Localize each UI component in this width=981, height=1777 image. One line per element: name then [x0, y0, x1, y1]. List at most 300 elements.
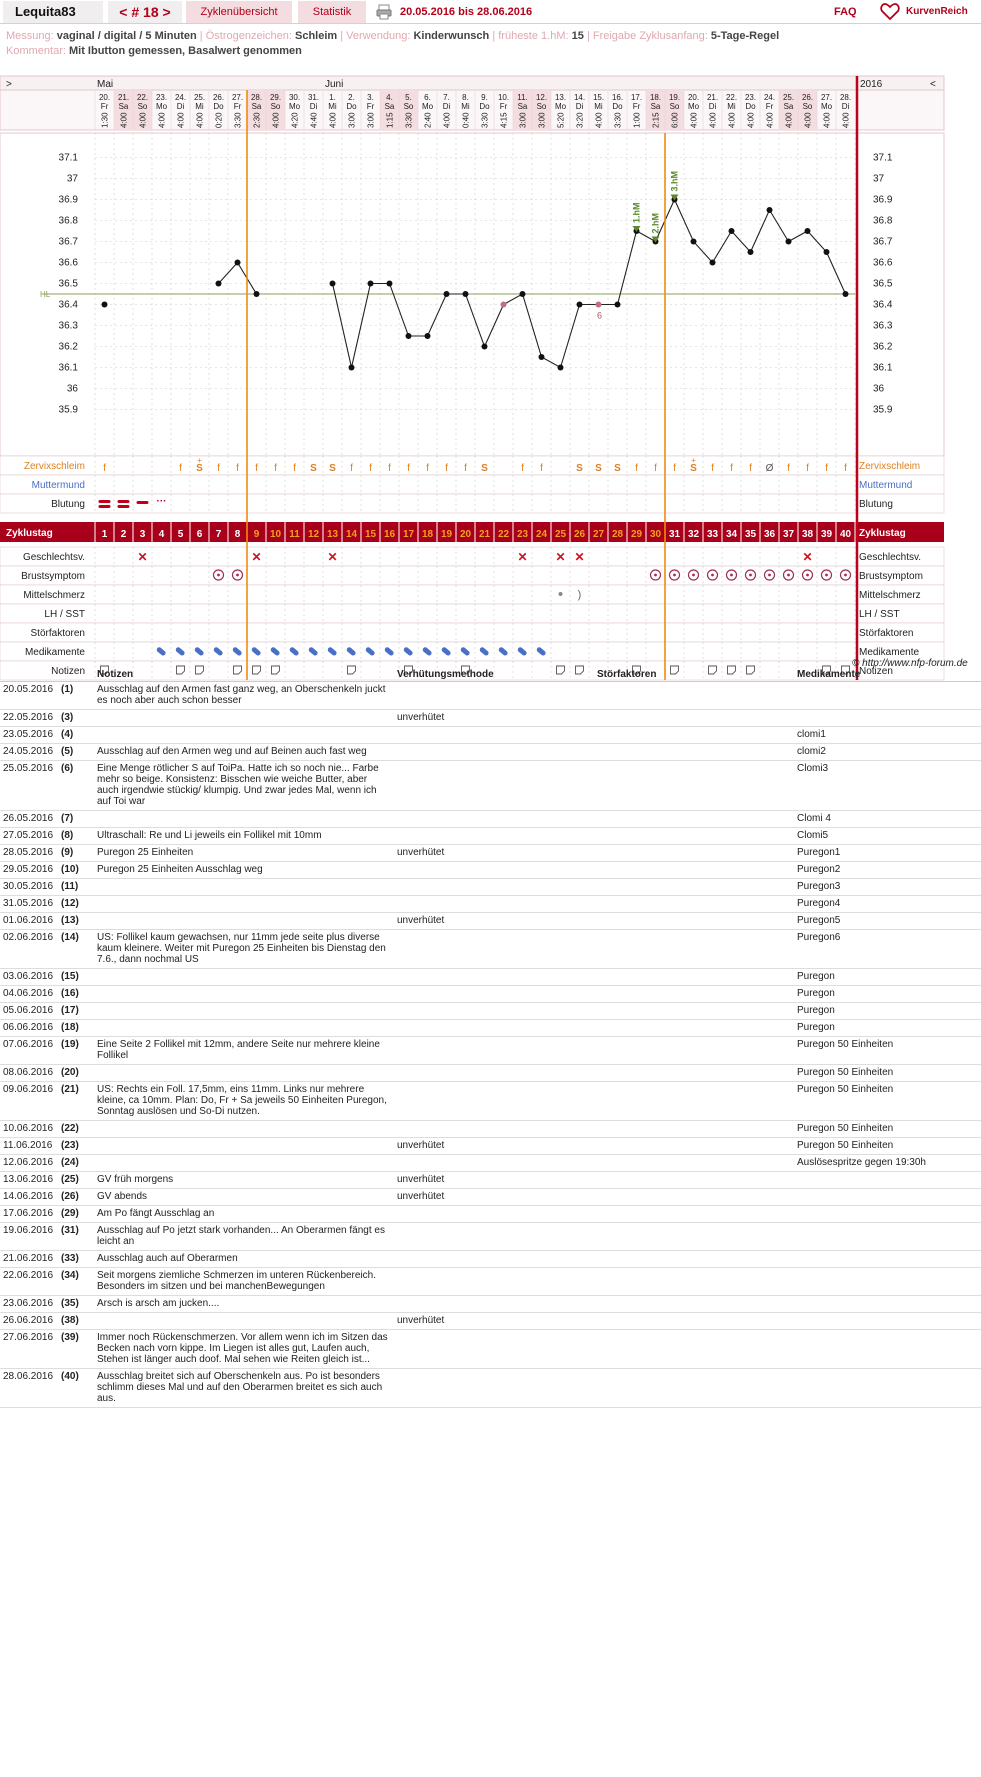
breast-symptom-dot	[806, 574, 809, 577]
cycle-day-number: 40	[839, 529, 852, 540]
day-number: 7.	[443, 93, 450, 102]
measure-time: 0:20	[214, 112, 224, 128]
cervix-value: f	[730, 463, 733, 474]
day-number: 25.	[193, 93, 206, 102]
meta-line-2	[6, 45, 302, 57]
row-note: US: Follikel kaum gewachsen, nur 11mm jede seite plus diverse kaum kleinere. Weiter mit Puregon 25 Einheiten bis Dienstag den 7.6., dann nochmal US	[94, 930, 394, 969]
ytick-right: 36.7	[873, 236, 893, 248]
weekday: Sa	[783, 102, 794, 111]
temp-point	[387, 281, 393, 287]
cervix-value: f	[825, 463, 828, 474]
row-note: Puregon 25 Einheiten	[94, 845, 394, 862]
mittelschmerz-icon: )	[577, 589, 582, 601]
breast-symptom-dot	[787, 574, 790, 577]
row-method: unverhütet	[394, 1313, 594, 1330]
cervix-value: f	[369, 463, 372, 474]
row-method	[394, 1251, 594, 1268]
ytick-left: 36.7	[58, 236, 78, 248]
messung-key: Messung:	[6, 30, 54, 42]
row-cycle-day: (25)	[58, 1172, 94, 1189]
bleeding-light: ···	[156, 496, 167, 507]
breast-symptom-dot	[768, 574, 771, 577]
row-cycle-day: (23)	[58, 1138, 94, 1155]
row-note	[94, 1121, 394, 1138]
row-date: 12.06.2016	[0, 1155, 58, 1172]
row-medication: Puregon	[794, 1003, 981, 1020]
cycle-day-number: 37	[782, 529, 795, 540]
temp-point	[729, 228, 735, 234]
measure-time: 0:40	[461, 112, 471, 128]
temp-point	[539, 354, 545, 360]
row-cycle-day: (12)	[58, 896, 94, 913]
row-medication	[794, 1189, 981, 1206]
row-bg	[0, 456, 944, 475]
weekday: Di	[841, 102, 850, 111]
cervix-value: f	[236, 463, 239, 474]
row-method: unverhütet	[394, 1172, 594, 1189]
messung-value: vaginal / digital / 5 Minuten	[56, 30, 197, 42]
cervix-value: f	[540, 463, 543, 474]
oestrogen-key: Östrogenzeichen:	[205, 30, 292, 42]
header-medication: Medikamente	[794, 668, 981, 682]
ytick-left: 35.9	[58, 404, 78, 416]
month-label: Mai	[97, 79, 114, 90]
printer-icon[interactable]	[376, 1, 394, 23]
measure-time: 4:00	[442, 112, 452, 128]
temp-point	[805, 228, 811, 234]
row-medication	[794, 1251, 981, 1268]
nav-left-button[interactable]: >	[6, 79, 12, 90]
day-number: 17.	[630, 93, 643, 102]
row-cycle-day: (34)	[58, 1268, 94, 1296]
faq-link[interactable]: FAQ	[834, 6, 857, 18]
row-stoer	[594, 1065, 794, 1082]
bleeding-heavy	[118, 505, 130, 508]
table-row	[0, 1268, 981, 1296]
ytick-right: 36.8	[873, 215, 893, 227]
day-number: 6.	[424, 93, 431, 102]
cervix-value: f	[844, 463, 847, 474]
row-method	[394, 744, 594, 761]
temp-point	[444, 291, 450, 297]
table-row	[0, 1082, 981, 1121]
hm-label: 3.hM	[669, 170, 680, 192]
cycle-day-number: 38	[801, 529, 814, 540]
breast-symptom-dot	[217, 574, 220, 577]
row-cycle-day: (19)	[58, 1037, 94, 1065]
row-method	[394, 1223, 594, 1251]
row-stoer	[594, 1138, 794, 1155]
weekday: Mo	[554, 102, 567, 111]
blutung-label-right: Blutung	[859, 499, 893, 510]
measure-time: 2:15	[651, 112, 661, 128]
row-medication: Puregon2	[794, 862, 981, 879]
table-row	[0, 862, 981, 879]
prev-cycle-button[interactable]: <	[119, 4, 128, 20]
table-row	[0, 1037, 981, 1065]
ytick-left: 36.8	[58, 215, 78, 227]
ytick-right: 35.9	[873, 404, 893, 416]
measure-time: 3:30	[233, 112, 243, 128]
row-date: 31.05.2016	[0, 896, 58, 913]
cycle-day-number: 35	[744, 529, 757, 540]
row-date: 22.05.2016	[0, 710, 58, 727]
weekday: Fr	[100, 102, 109, 111]
ytick-left: 36.4	[58, 299, 78, 311]
row-stoer	[594, 727, 794, 744]
temp-point	[216, 281, 222, 287]
day-number: 27.	[231, 93, 244, 102]
row-stoer	[594, 744, 794, 761]
row-stoer	[594, 710, 794, 727]
cervix-value: S	[614, 463, 621, 474]
header-method: Verhütungsmethode	[394, 668, 594, 682]
cycle-day-number: 2	[120, 529, 127, 540]
table-row	[0, 1330, 981, 1369]
table-row	[0, 727, 981, 744]
weekday: Sa	[517, 102, 528, 111]
frueheste-value: 15	[571, 30, 584, 42]
row-medication: Puregon3	[794, 879, 981, 896]
measure-time: 4:00	[727, 112, 737, 128]
temp-point	[406, 333, 412, 339]
hm-label: 1.hM	[631, 202, 642, 223]
row-medication: clomi1	[794, 727, 981, 744]
cervix-label-right: Zervixschleim	[859, 461, 921, 472]
day-number: 16.	[611, 93, 624, 102]
row-note	[94, 1020, 394, 1037]
row-note	[94, 1155, 394, 1172]
cervix-value: f	[654, 463, 657, 474]
table-row	[0, 1296, 981, 1313]
row-method	[394, 879, 594, 896]
medi-label-right: Medikamente	[859, 647, 920, 658]
row-date: 27.05.2016	[0, 828, 58, 845]
measure-time: 4:00	[765, 112, 775, 128]
ytick-right: 36.2	[873, 341, 893, 353]
row-method	[394, 828, 594, 845]
row-stoer	[594, 1268, 794, 1296]
intercourse-icon: ✕	[574, 550, 585, 564]
day-number: 10.	[497, 93, 510, 102]
zyklustag-label-right: Zyklustag	[859, 528, 906, 539]
freigabe-value: 5-Tage-Regel	[710, 30, 780, 42]
table-row	[0, 1172, 981, 1189]
heart-logo-icon	[880, 1, 902, 23]
row-note	[94, 879, 394, 896]
weekday: Mo	[421, 102, 434, 111]
breast-symptom-dot	[673, 574, 676, 577]
row-stoer	[594, 845, 794, 862]
cervix-value: f	[255, 463, 258, 474]
row-note	[94, 969, 394, 986]
row-cycle-day: (24)	[58, 1155, 94, 1172]
day-number: 15.	[592, 93, 605, 102]
row-medication: Puregon 50 Einheiten	[794, 1065, 981, 1082]
row-medication: Puregon6	[794, 930, 981, 969]
table-row	[0, 969, 981, 986]
cycle-day-number: 34	[725, 529, 738, 540]
measure-time: 3:20	[575, 112, 585, 128]
row-stoer	[594, 1037, 794, 1065]
row-method	[394, 1037, 594, 1065]
row-note: Ausschlag auf Po jetzt stark vorhanden... An Oberarmen fängt es leicht an	[94, 1223, 394, 1251]
hm-label: 2.hM	[650, 212, 661, 234]
row-cycle-day: (6)	[58, 761, 94, 811]
cycle-day-number: 3	[139, 529, 146, 540]
weekday: Sa	[118, 102, 129, 111]
row-cycle-day: (31)	[58, 1223, 94, 1251]
row-stoer	[594, 828, 794, 845]
row-stoer	[594, 682, 794, 710]
row-date: 23.06.2016	[0, 1296, 58, 1313]
cervix-value: f	[521, 463, 524, 474]
row-date: 01.06.2016	[0, 913, 58, 930]
row-bg	[0, 623, 944, 642]
measure-time: 2:40	[423, 112, 433, 128]
day-number: 2.	[348, 93, 355, 102]
row-stoer	[594, 913, 794, 930]
row-note: Eine Seite 2 Follikel mit 12mm, andere Seite nur mehrere kleine Follikel	[94, 1037, 394, 1065]
measure-time: 3:30	[404, 112, 414, 128]
row-method	[394, 969, 594, 986]
row-stoer	[594, 986, 794, 1003]
table-row	[0, 913, 981, 930]
row-bg	[0, 604, 944, 623]
table-row	[0, 1155, 981, 1172]
row-date: 21.06.2016	[0, 1251, 58, 1268]
month-label: Juni	[325, 79, 344, 90]
row-method	[394, 1121, 594, 1138]
ytick-right: 36.5	[873, 278, 893, 290]
copyright: © http://www.nfp-forum.de	[852, 658, 968, 669]
measure-time: 3:00	[347, 112, 357, 128]
muttermund-label-left: Muttermund	[31, 480, 85, 491]
measure-time: 4:00	[119, 112, 129, 128]
measure-time: 3:30	[613, 112, 623, 128]
cervix-value: S	[576, 463, 583, 474]
row-medication: Puregon 50 Einheiten	[794, 1082, 981, 1121]
row-method	[394, 811, 594, 828]
cycle-day-number: 28	[611, 529, 624, 540]
mittel-label-right: Mittelschmerz	[859, 590, 921, 601]
year-label: 2016	[860, 79, 883, 90]
intercourse-icon: ✕	[251, 550, 262, 564]
temp-point	[349, 365, 355, 371]
row-date: 08.06.2016	[0, 1065, 58, 1082]
measure-time: 1:00	[632, 112, 642, 128]
temp-point	[235, 260, 241, 266]
row-date: 28.06.2016	[0, 1369, 58, 1408]
row-stoer	[594, 1020, 794, 1037]
table-row	[0, 1121, 981, 1138]
cervix-value: f	[673, 463, 676, 474]
row-method: unverhütet	[394, 1138, 594, 1155]
row-cycle-day: (11)	[58, 879, 94, 896]
row-stoer	[594, 862, 794, 879]
ytick-right: 36.3	[873, 320, 893, 332]
intercourse-icon: ✕	[802, 550, 813, 564]
measure-time: 4:00	[195, 112, 205, 128]
kommentar-value: Mit Ibutton gemessen, Basalwert genommen	[68, 45, 302, 57]
cycle-day-number: 25	[554, 529, 567, 540]
row-method	[394, 1206, 594, 1223]
row-medication: Clomi3	[794, 761, 981, 811]
table-row	[0, 896, 981, 913]
row-note: Arsch is arsch am jucken....	[94, 1296, 394, 1313]
kommentar-key: Kommentar:	[6, 45, 66, 57]
brust-label-left: Brustsymptom	[21, 571, 85, 582]
ytick-left: 36.9	[58, 194, 78, 206]
row-note	[94, 1313, 394, 1330]
day-number: 11.	[517, 93, 528, 102]
row-date: 03.06.2016	[0, 969, 58, 986]
cycle-day-number: 12	[307, 529, 320, 540]
breast-symptom-dot	[654, 574, 657, 577]
measure-time: 1:30	[100, 112, 110, 128]
lh-label-right: LH / SST	[859, 609, 900, 620]
table-row	[0, 1003, 981, 1020]
table-row	[0, 1138, 981, 1155]
row-cycle-day: (22)	[58, 1121, 94, 1138]
table-row	[0, 1251, 981, 1268]
row-cycle-day: (13)	[58, 913, 94, 930]
row-stoer	[594, 1251, 794, 1268]
measure-time: 4:00	[328, 112, 338, 128]
temp-point	[425, 333, 431, 339]
day-number: 30.	[288, 93, 301, 102]
cycle-day-number: 36	[763, 529, 776, 540]
hl-label: HL	[40, 290, 51, 299]
cervix-value: f	[635, 463, 638, 474]
day-number: 24.	[763, 93, 776, 102]
breast-symptom-dot	[730, 574, 733, 577]
row-date: 04.06.2016	[0, 986, 58, 1003]
row-method	[394, 1003, 594, 1020]
next-cycle-button[interactable]: >	[162, 4, 171, 20]
row-cycle-day: (14)	[58, 930, 94, 969]
row-cycle-day: (20)	[58, 1065, 94, 1082]
ytick-left: 37	[66, 173, 78, 185]
cycle-overview-button[interactable]: Zyklenübersicht	[186, 1, 292, 23]
cycle-day-number: 8	[234, 529, 241, 540]
row-medication: Clomi5	[794, 828, 981, 845]
day-number: 21.	[706, 93, 719, 102]
table-row	[0, 710, 981, 727]
row-stoer	[594, 969, 794, 986]
table-row	[0, 845, 981, 862]
breast-symptom-dot	[236, 574, 239, 577]
row-method	[394, 682, 594, 710]
zyklustag-label-left: Zyklustag	[6, 528, 53, 539]
table-row	[0, 1065, 981, 1082]
excluded-label: 6	[596, 310, 603, 321]
table-row	[0, 879, 981, 896]
cervix-value: S	[329, 463, 336, 474]
cycle-day-number: 18	[421, 529, 434, 540]
weekday: So	[669, 102, 680, 111]
table-row	[0, 828, 981, 845]
weekday: Sa	[650, 102, 661, 111]
ytick-left: 36.1	[58, 362, 78, 374]
day-number: 22.	[136, 93, 149, 102]
cycle-day-number: 16	[383, 529, 396, 540]
measure-time: 4:00	[157, 112, 167, 128]
row-medication	[794, 1172, 981, 1189]
row-note: GV früh morgens	[94, 1172, 394, 1189]
cervix-value: f	[407, 463, 410, 474]
row-cycle-day: (33)	[58, 1251, 94, 1268]
cycle-day-number: 31	[668, 529, 681, 540]
row-medication: Puregon1	[794, 845, 981, 862]
row-stoer	[594, 896, 794, 913]
statistics-button[interactable]: Statistik	[298, 1, 366, 23]
cervix-value: f	[388, 463, 391, 474]
row-stoer	[594, 879, 794, 896]
row-medication: Puregon4	[794, 896, 981, 913]
row-medication	[794, 682, 981, 710]
cycle-day-number: 33	[706, 529, 719, 540]
table-row	[0, 930, 981, 969]
cycle-day-number: 23	[516, 529, 529, 540]
measure-time: 1:15	[385, 112, 395, 128]
row-cycle-day: (17)	[58, 1003, 94, 1020]
cycle-day-number: 21	[478, 529, 491, 540]
weekday: Mo	[820, 102, 833, 111]
weekday: Mi	[195, 102, 204, 111]
row-method	[394, 930, 594, 969]
day-number: 23.	[155, 93, 168, 102]
measure-time: 3:00	[518, 112, 528, 128]
cycle-day-number: 27	[592, 529, 605, 540]
row-date: 05.06.2016	[0, 1003, 58, 1020]
measure-time: 4:15	[499, 112, 509, 128]
row-date: 26.05.2016	[0, 811, 58, 828]
temp-point	[330, 281, 336, 287]
bleeding-heavy	[118, 500, 130, 503]
cervix-value: f	[787, 463, 790, 474]
day-number: 19.	[668, 93, 681, 102]
row-date: 07.06.2016	[0, 1037, 58, 1065]
cycle-day-number: 6	[196, 529, 203, 540]
weekday: Mi	[328, 102, 337, 111]
row-bg	[0, 475, 944, 494]
weekday: So	[536, 102, 547, 111]
row-cycle-day: (40)	[58, 1369, 94, 1408]
ytick-right: 37	[873, 173, 885, 185]
day-number: 18.	[649, 93, 662, 102]
weekday: Fr	[765, 102, 774, 111]
cycle-day-number: 11	[289, 529, 300, 540]
day-number: 1.	[329, 93, 336, 102]
brand-name[interactable]: KurvenReich	[906, 6, 968, 17]
day-number: 26.	[801, 93, 814, 102]
nav-right-button[interactable]: <	[930, 79, 936, 90]
cervix-value: f	[274, 463, 277, 474]
cycle-day-number: 26	[573, 529, 586, 540]
row-stoer	[594, 1003, 794, 1020]
table-row	[0, 811, 981, 828]
medi-label-left: Medikamente	[24, 647, 85, 658]
cycle-day-number: 7	[215, 529, 222, 540]
verwendung-key: Verwendung:	[346, 30, 411, 42]
row-medication: clomi2	[794, 744, 981, 761]
temp-point	[102, 302, 108, 308]
row-method	[394, 1296, 594, 1313]
measure-time: 4:00	[841, 112, 851, 128]
intercourse-icon: ✕	[327, 550, 338, 564]
row-cycle-day: (4)	[58, 727, 94, 744]
